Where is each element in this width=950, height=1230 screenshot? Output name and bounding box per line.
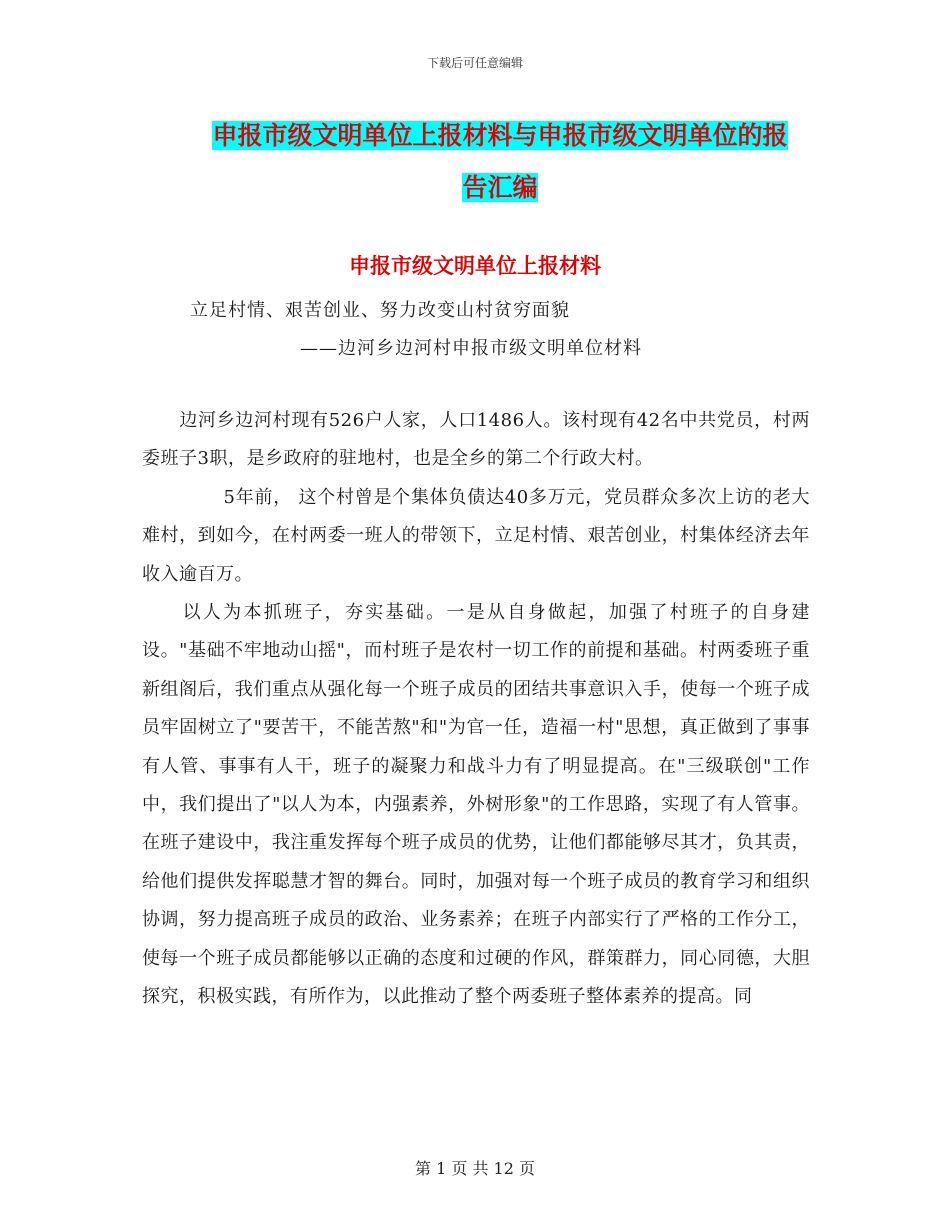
document-title-line2: 告汇编 [462, 173, 538, 202]
body-text [142, 402, 810, 1017]
page-number: 第 1 页 共 12 页 [415, 1159, 535, 1178]
document-title-line1: 申报市级文明单位上报材料与申报市级文明单位的报 [212, 121, 788, 150]
paragraph: 以人为本抓班子，夯实基础。一是从自身做起，加强了村班子的自身建设。"基础不牢地动山摇"，而村班子是农村一切工作的前提和基础。村两委班子重新组阁后，我们重点从强化每一个班子成员的团结共事意识入手，使每一个班子成员牢固树立了"要苦干，不能苦熬"和"为官一任，造福一村"思想，真正做到了事事有人管、事事有人干，班子的凝聚力和战斗力有了明显提高。在"三级联创"工作中，我们提出了"以人为本，内强素养，外树形象"的工作思路，实现了有人管事。在班子建设中，我注重发挥每个班子成员的优势，让他们都能够尽其才，负其责，给他们提供发挥聪慧才智的舞台。同时，加强对每一个班子成员的教育学习和组织协调，努力提高班子成员的政治、业务素养；在班子内部实行了严格的工作分工，使每一个班子成员都能够以正确的态度和过硬的作风，群策群力，同心同德，大胆探究，积极实践，有所作为，以此推动了整个两委班子整体素养的提高。同 [142, 602, 810, 1008]
header-note: 下载后可任意编辑 [426, 56, 523, 70]
subtitle-sub: ——边河乡边河村申报市级文明单位材料 [300, 338, 642, 359]
paragraph: 5年前， 这个村曾是个集体负债达40多万元，党员群众多次上访的老大难村，到如今，在村两委一班人的带领下，立足村情、艰苦创业，村集体经济去年收入逾百万。 [142, 486, 810, 585]
subtitle-main: 立足村情、艰苦创业、努力改变山村贫穷面貌 [190, 300, 570, 321]
paragraph: 边河乡边河村现有526户人家，人口1486人。该村现有42名中共党员，村两委班子3职，是乡政府的驻地村，也是全乡的第二个行政大村。 [142, 410, 810, 470]
document-title [190, 110, 810, 214]
section-title: 申报市级文明单位上报材料 [349, 254, 601, 278]
